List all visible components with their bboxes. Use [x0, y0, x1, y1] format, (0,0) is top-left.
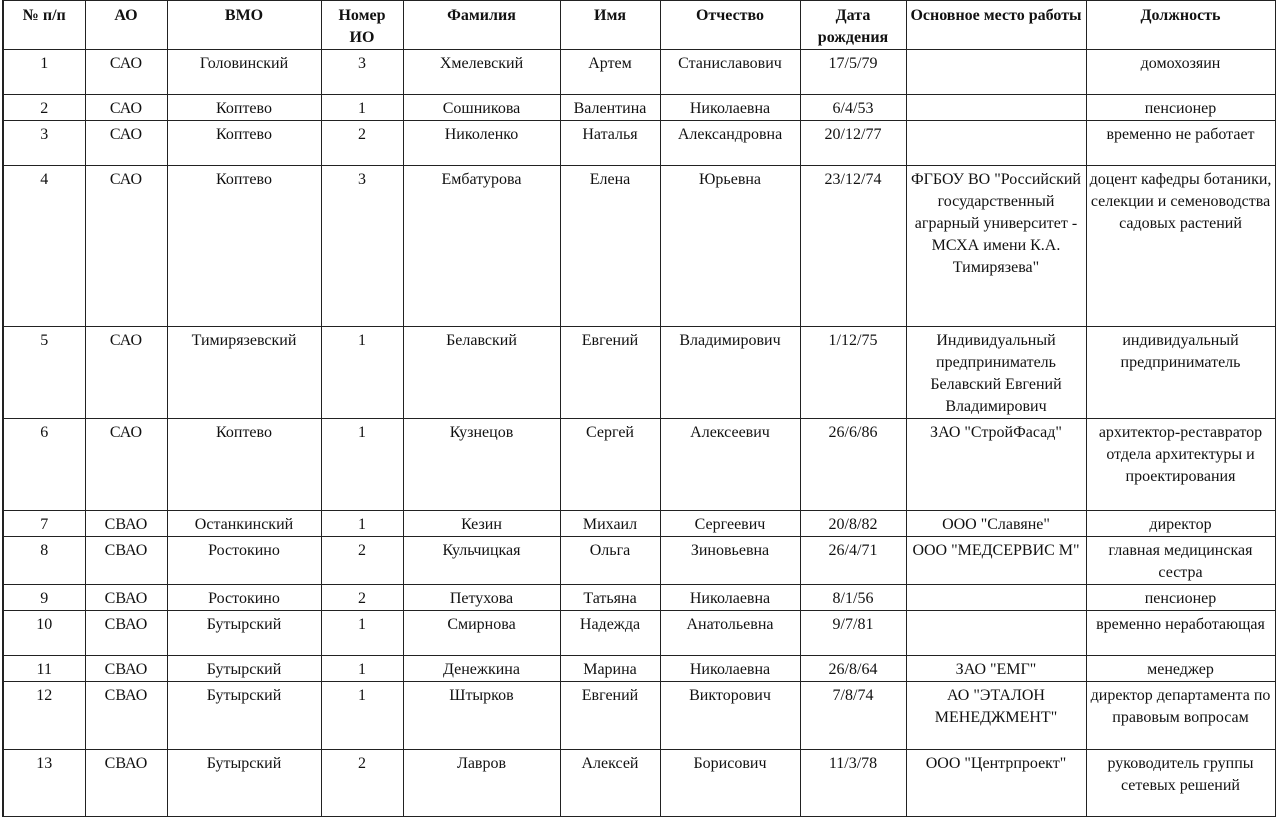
cell-io-number: 3 [321, 166, 403, 327]
table-row [3, 50, 1275, 95]
cell-number: 5 [3, 327, 85, 419]
cell-position: главная медицинская сестра [1086, 537, 1275, 585]
header-cell-surname: Фамилия [403, 1, 560, 50]
cell-first-name: Евгений [560, 682, 660, 750]
cell-first-name: Артем [560, 50, 660, 95]
header-cell-position: Должность [1086, 1, 1275, 50]
cell-workplace: АО "ЭТАЛОН МЕНЕДЖМЕНТ" [906, 682, 1086, 750]
cell-workplace: ЗАО "СтройФасад" [906, 419, 1086, 511]
cell-first-name: Михаил [560, 511, 660, 537]
header-cell-patronymic: Отчество [660, 1, 800, 50]
table-row [3, 419, 1275, 511]
cell-birth-date: 9/7/81 [800, 611, 906, 656]
cell-first-name: Ольга [560, 537, 660, 585]
cell-patronymic: Анатольевна [660, 611, 800, 656]
cell-io-number: 2 [321, 121, 403, 166]
cell-number: 9 [3, 585, 85, 611]
cell-patronymic: Станиславович [660, 50, 800, 95]
cell-io-number: 2 [321, 537, 403, 585]
table-body [3, 50, 1275, 817]
cell-patronymic: Александровна [660, 121, 800, 166]
cell-patronymic: Николаевна [660, 656, 800, 682]
cell-number: 3 [3, 121, 85, 166]
cell-birth-date: 1/12/75 [800, 327, 906, 419]
cell-io-number: 2 [321, 585, 403, 611]
table-row [3, 611, 1275, 656]
cell-vmo: Коптево [167, 95, 321, 121]
cell-vmo: Бутырский [167, 656, 321, 682]
cell-position: доцент кафедры ботаники, селекции и семеноводства садовых растений [1086, 166, 1275, 327]
table-row [3, 511, 1275, 537]
cell-surname: Белавский [403, 327, 560, 419]
cell-number: 12 [3, 682, 85, 750]
header-cell-vmo: ВМО [167, 1, 321, 50]
cell-vmo: Головинский [167, 50, 321, 95]
table-row [3, 121, 1275, 166]
cell-first-name: Валентина [560, 95, 660, 121]
cell-vmo: Коптево [167, 121, 321, 166]
cell-ao: САО [85, 121, 167, 166]
cell-position: пенсионер [1086, 585, 1275, 611]
header-cell-first-name: Имя [560, 1, 660, 50]
cell-first-name: Татьяна [560, 585, 660, 611]
cell-number: 1 [3, 50, 85, 95]
header-cell-birth-date: Дата рождения [800, 1, 906, 50]
cell-number: 8 [3, 537, 85, 585]
cell-workplace: ЗАО "ЕМГ" [906, 656, 1086, 682]
cell-surname: Сошникова [403, 95, 560, 121]
cell-patronymic: Зиновьевна [660, 537, 800, 585]
cell-first-name: Елена [560, 166, 660, 327]
table-row [3, 95, 1275, 121]
cell-ao: СВАО [85, 611, 167, 656]
cell-ao: СВАО [85, 585, 167, 611]
cell-vmo: Тимирязевский [167, 327, 321, 419]
cell-ao: СВАО [85, 682, 167, 750]
cell-patronymic: Юрьевна [660, 166, 800, 327]
cell-position: индивидуальный предприниматель [1086, 327, 1275, 419]
cell-birth-date: 26/8/64 [800, 656, 906, 682]
cell-first-name: Надежда [560, 611, 660, 656]
cell-io-number: 2 [321, 750, 403, 817]
cell-io-number: 1 [321, 656, 403, 682]
cell-first-name: Марина [560, 656, 660, 682]
header-cell-io-number: Номер ИО [321, 1, 403, 50]
cell-io-number: 1 [321, 419, 403, 511]
cell-workplace [906, 121, 1086, 166]
cell-surname: Ембатурова [403, 166, 560, 327]
cell-io-number: 1 [321, 511, 403, 537]
cell-birth-date: 26/6/86 [800, 419, 906, 511]
cell-number: 2 [3, 95, 85, 121]
cell-first-name: Алексей [560, 750, 660, 817]
cell-workplace [906, 50, 1086, 95]
cell-workplace: ООО "Славяне" [906, 511, 1086, 537]
cell-surname: Штырков [403, 682, 560, 750]
cell-number: 13 [3, 750, 85, 817]
cell-number: 6 [3, 419, 85, 511]
table-row [3, 537, 1275, 585]
cell-io-number: 1 [321, 327, 403, 419]
cell-position: домохозяин [1086, 50, 1275, 95]
cell-position: пенсионер [1086, 95, 1275, 121]
cell-surname: Николенко [403, 121, 560, 166]
cell-surname: Смирнова [403, 611, 560, 656]
cell-workplace: ООО "МЕДСЕРВИС М" [906, 537, 1086, 585]
members-table [2, 0, 1276, 817]
cell-birth-date: 26/4/71 [800, 537, 906, 585]
cell-birth-date: 8/1/56 [800, 585, 906, 611]
cell-workplace [906, 585, 1086, 611]
cell-workplace: Индивидуальный предприниматель Белавский Евгений Владимирович [906, 327, 1086, 419]
cell-birth-date: 20/8/82 [800, 511, 906, 537]
cell-patronymic: Викторович [660, 682, 800, 750]
cell-number: 7 [3, 511, 85, 537]
cell-surname: Петухова [403, 585, 560, 611]
cell-first-name: Евгений [560, 327, 660, 419]
cell-birth-date: 20/12/77 [800, 121, 906, 166]
cell-patronymic: Борисович [660, 750, 800, 817]
cell-position: менеджер [1086, 656, 1275, 682]
cell-ao: САО [85, 327, 167, 419]
cell-position: директор [1086, 511, 1275, 537]
header-cell-ao: АО [85, 1, 167, 50]
cell-workplace: ФГБОУ ВО "Российский государственный аграрный университет - МСХА имени К.А. Тимирязева" [906, 166, 1086, 327]
cell-position: архитектор-реставратор отдела архитектуры и проектирования [1086, 419, 1275, 511]
cell-ao: САО [85, 166, 167, 327]
cell-vmo: Ростокино [167, 537, 321, 585]
header-row [3, 1, 1275, 50]
cell-ao: САО [85, 95, 167, 121]
table-row [3, 682, 1275, 750]
cell-workplace [906, 95, 1086, 121]
cell-surname: Хмелевский [403, 50, 560, 95]
cell-patronymic: Владимирович [660, 327, 800, 419]
cell-io-number: 3 [321, 50, 403, 95]
cell-vmo: Бутырский [167, 750, 321, 817]
cell-first-name: Наталья [560, 121, 660, 166]
cell-birth-date: 6/4/53 [800, 95, 906, 121]
cell-ao: СВАО [85, 537, 167, 585]
cell-birth-date: 23/12/74 [800, 166, 906, 327]
table-row [3, 750, 1275, 817]
cell-patronymic: Сергеевич [660, 511, 800, 537]
table-row [3, 327, 1275, 419]
cell-position: временно не работает [1086, 121, 1275, 166]
cell-position: временно неработающая [1086, 611, 1275, 656]
cell-patronymic: Алексеевич [660, 419, 800, 511]
cell-position: директор департамента по правовым вопросам [1086, 682, 1275, 750]
cell-workplace: ООО "Центрпроект" [906, 750, 1086, 817]
cell-ao: СВАО [85, 656, 167, 682]
cell-number: 11 [3, 656, 85, 682]
cell-first-name: Сергей [560, 419, 660, 511]
table-row [3, 166, 1275, 327]
cell-birth-date: 11/3/78 [800, 750, 906, 817]
cell-patronymic: Николаевна [660, 585, 800, 611]
cell-vmo: Бутырский [167, 611, 321, 656]
cell-patronymic: Николаевна [660, 95, 800, 121]
cell-birth-date: 7/8/74 [800, 682, 906, 750]
header-cell-number: № п/п [3, 1, 85, 50]
cell-workplace [906, 611, 1086, 656]
cell-number: 10 [3, 611, 85, 656]
cell-surname: Денежкина [403, 656, 560, 682]
cell-ao: САО [85, 419, 167, 511]
cell-birth-date: 17/5/79 [800, 50, 906, 95]
cell-vmo: Бутырский [167, 682, 321, 750]
cell-surname: Кезин [403, 511, 560, 537]
cell-number: 4 [3, 166, 85, 327]
cell-io-number: 1 [321, 682, 403, 750]
cell-ao: САО [85, 50, 167, 95]
cell-vmo: Коптево [167, 419, 321, 511]
cell-surname: Кузнецов [403, 419, 560, 511]
cell-ao: СВАО [85, 750, 167, 817]
cell-ao: СВАО [85, 511, 167, 537]
cell-surname: Кульчицкая [403, 537, 560, 585]
cell-io-number: 1 [321, 611, 403, 656]
table-row [3, 656, 1275, 682]
cell-vmo: Останкинский [167, 511, 321, 537]
cell-vmo: Ростокино [167, 585, 321, 611]
cell-surname: Лавров [403, 750, 560, 817]
cell-vmo: Коптево [167, 166, 321, 327]
header-cell-workplace: Основное место работы [906, 1, 1086, 50]
cell-io-number: 1 [321, 95, 403, 121]
table-row [3, 585, 1275, 611]
cell-position: руководитель группы сетевых решений [1086, 750, 1275, 817]
